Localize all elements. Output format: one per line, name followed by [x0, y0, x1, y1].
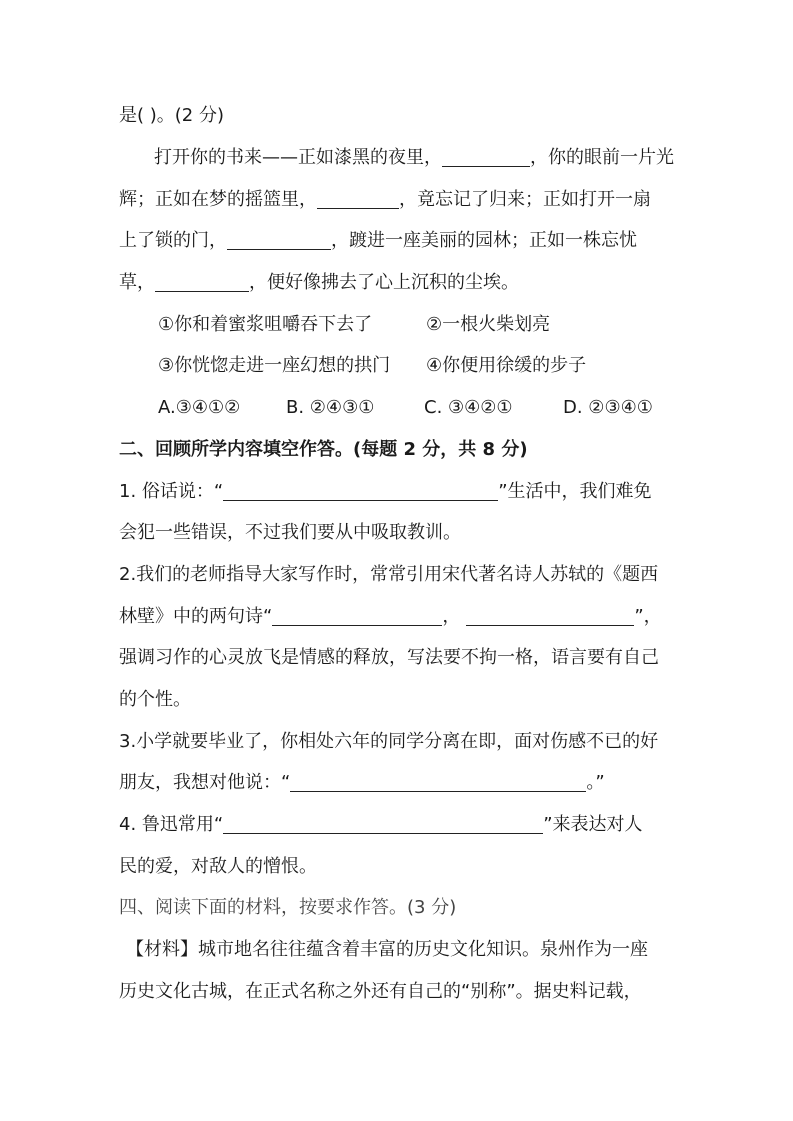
item-text: 4. 鲁迅常用“ [119, 814, 224, 835]
fill-blank[interactable] [442, 146, 530, 167]
section-4-heading [119, 896, 456, 920]
item-text: 3.小学就要毕业了，你相处六年的同学分离在即，面对伤感不已的好 [119, 731, 659, 752]
passage-line-4 [119, 271, 519, 295]
item-2-line-2 [119, 605, 662, 629]
item-text: 林壁》中的两句诗“ [119, 606, 273, 627]
passage-text: ，你的眼前一片光 [530, 147, 674, 168]
fill-blank[interactable] [290, 771, 586, 792]
option-4 [426, 354, 586, 378]
passage-text: 草， [119, 272, 155, 293]
item-3-line-2 [119, 771, 605, 795]
option-1 [158, 313, 372, 337]
choice-text: B. ②④③① [286, 397, 375, 418]
fill-blank[interactable] [155, 271, 249, 292]
passage-line-1 [154, 146, 674, 170]
choice-b[interactable] [286, 396, 374, 420]
item-text: ”来表达对人 [543, 814, 643, 835]
item-text: 2.我们的老师指导大家写作时，常常引用宋代著名诗人苏轼的《题西 [119, 564, 659, 585]
choice-text: D. ②③④① [563, 397, 653, 418]
passage-text: ，踱进一座美丽的园林；正如一株忘忧 [331, 230, 637, 251]
option-text: ②一根火柴划亮 [426, 314, 551, 335]
item-text: 朋友，我想对他说：“ [119, 772, 291, 793]
passage-text: ，便好像拂去了心上沉积的尘埃。 [249, 272, 519, 293]
passage-text: 辉；正如在梦的摇篮里， [119, 189, 317, 210]
passage-text: ，竟忘记了归来；正如打开一扇 [399, 189, 651, 210]
heading-text: 四、阅读下面的材料，按要求作答。(3 分) [119, 897, 457, 918]
option-text: ④你便用徐缓的步子 [426, 355, 587, 376]
item-text: ， [442, 606, 461, 627]
fill-blank[interactable] [223, 813, 543, 834]
item-1-line-2 [119, 521, 461, 545]
answer-intro-line [119, 104, 224, 128]
option-text: ③你恍惚走进一座幻想的拱门 [158, 355, 391, 376]
item-2-line-1 [119, 563, 658, 587]
choice-text: A.③④①② [158, 397, 241, 418]
heading-text: 二、回顾所学内容填空作答。(每题 2 分，共 8 分) [119, 439, 528, 460]
passage-line-3 [119, 229, 637, 253]
material-text: 历史文化古城，在正式名称之外还有自己的“别称”。据史料记载， [119, 981, 642, 1002]
fill-blank[interactable] [466, 605, 634, 626]
option-text: ①你和着蜜浆咀嚼吞下去了 [158, 314, 373, 335]
fill-blank[interactable] [227, 229, 331, 250]
passage-text: 上了锁的门， [119, 230, 227, 251]
item-4-line-2 [119, 855, 317, 879]
choice-d[interactable] [563, 396, 653, 420]
choice-text: C. ③④②① [424, 397, 513, 418]
item-2-line-3 [119, 646, 659, 670]
item-text: ”， [634, 606, 662, 627]
choice-a[interactable] [158, 396, 240, 420]
material-text: 【材料】城市地名往往蕴含着丰富的历史文化知识。泉州作为一座 [126, 939, 648, 960]
passage-line-2 [119, 188, 651, 212]
item-text: 的个性。 [119, 689, 191, 710]
section-2-heading [119, 438, 528, 462]
item-1-line-1 [119, 480, 652, 504]
material-line-1 [126, 938, 648, 962]
item-2-line-4 [119, 688, 191, 712]
item-3-line-1 [119, 730, 658, 754]
passage-text: 打开你的书来——正如漆黑的夜里， [154, 147, 442, 168]
option-3 [158, 354, 390, 378]
choice-c[interactable] [424, 396, 513, 420]
item-text: 。” [586, 772, 605, 793]
item-text: 1. 俗话说：“ [119, 481, 224, 502]
fill-blank[interactable] [272, 605, 442, 626]
item-text: 会犯一些错误，不过我们要从中吸取教训。 [119, 522, 461, 543]
item-text: 民的爱，对敌人的憎恨。 [119, 856, 317, 877]
material-line-2 [119, 980, 642, 1004]
intro-text: 是( )。(2 分) [119, 105, 224, 126]
fill-blank[interactable] [317, 188, 399, 209]
fill-blank[interactable] [223, 480, 498, 501]
option-2 [426, 313, 550, 337]
item-text: 强调习作的心灵放飞是情感的释放，写法要不拘一格，语言要有自己 [119, 647, 659, 668]
item-text: ”生活中，我们难免 [498, 481, 652, 502]
item-4-line-1 [119, 813, 643, 837]
